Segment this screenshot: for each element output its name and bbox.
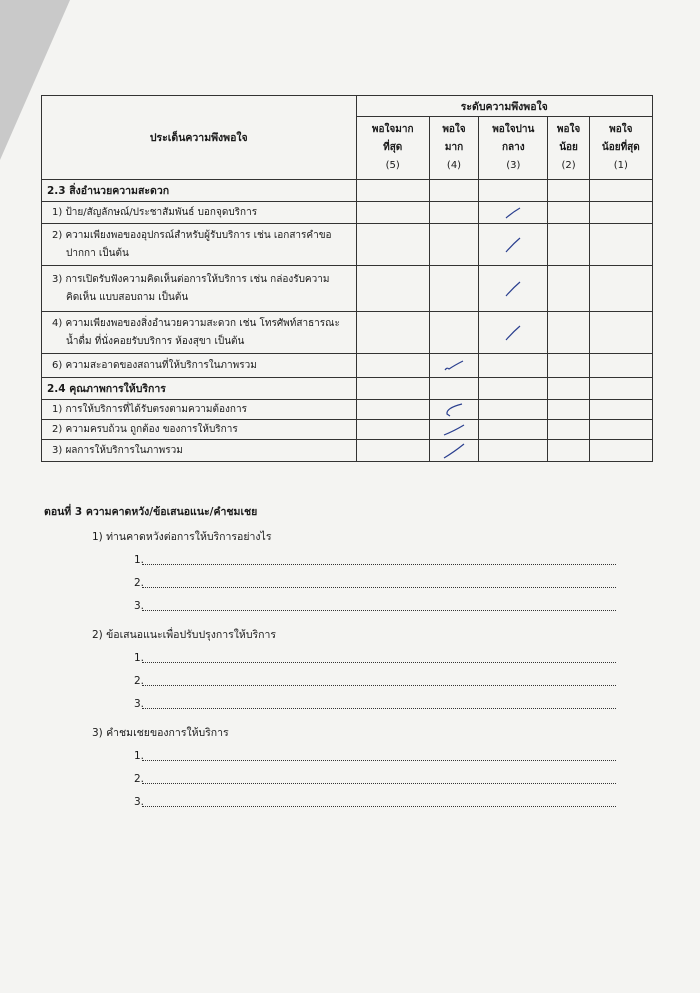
answer-line[interactable] bbox=[134, 600, 644, 614]
answer-line[interactable] bbox=[134, 652, 644, 666]
item-text: 6) ความสะอาดของสถานที่ให้บริการในภาพรวม bbox=[42, 354, 357, 378]
rating-cell-3[interactable] bbox=[479, 420, 548, 440]
item-text: 1) การให้บริการที่ได้รับตรงตามความต้องการ bbox=[42, 400, 357, 420]
level-label: น้อยที่สุด bbox=[601, 142, 640, 153]
level-label: น้อย bbox=[559, 142, 578, 153]
level-2-header bbox=[548, 117, 589, 180]
rating-cell-1[interactable] bbox=[589, 440, 652, 462]
rating-cell-5[interactable] bbox=[356, 420, 429, 440]
answer-line[interactable] bbox=[134, 773, 644, 787]
answer-line[interactable] bbox=[134, 750, 644, 764]
level-label: มาก bbox=[444, 142, 464, 153]
section-row bbox=[42, 180, 653, 202]
item-text-line: 3) การเปิดรับฟังความคิดเห็นต่อการให้บริการ เช่น กล่องรับความ bbox=[52, 273, 330, 285]
rating-cell-3[interactable] bbox=[479, 312, 548, 354]
rating-cell-5[interactable] bbox=[356, 440, 429, 462]
question-label: 1) ท่านคาดหวังต่อการให้บริการอย่างไร bbox=[92, 531, 272, 543]
level-label: ที่สุด bbox=[383, 142, 403, 153]
answer-line[interactable] bbox=[134, 675, 644, 689]
table-row bbox=[42, 266, 653, 312]
dotted-line bbox=[142, 564, 616, 565]
line-number: 2. bbox=[134, 577, 145, 589]
table-row bbox=[42, 312, 653, 354]
item-text-line: คิดเห็น แบบสอบถาม เป็นต้น bbox=[66, 291, 189, 303]
rating-cell-1[interactable] bbox=[589, 202, 652, 224]
question-label: 3) คำชมเชยของการให้บริการ bbox=[92, 727, 229, 739]
item-text: 1) ป้าย/สัญลักษณ์/ประชาสัมพันธ์ บอกจุดบริการ bbox=[42, 202, 357, 224]
level-label: พอใจปาน bbox=[492, 124, 535, 135]
question-label: 2) ข้อเสนอแนะเพื่อปรับปรุงการให้บริการ bbox=[92, 629, 277, 641]
item-text-line: น้ำดื่ม ที่นั่งคอยรับบริการ ห้องสุขา เป็นต้น bbox=[66, 335, 245, 347]
rating-cell-4[interactable] bbox=[429, 420, 478, 440]
check-mark-icon bbox=[443, 359, 465, 373]
table-row bbox=[42, 224, 653, 266]
line-number: 1. bbox=[134, 652, 145, 664]
rating-cell-2[interactable] bbox=[548, 266, 589, 312]
rating-cell-4[interactable] bbox=[429, 266, 478, 312]
rating-cell-4[interactable] bbox=[429, 312, 478, 354]
rating-cell-2[interactable] bbox=[548, 202, 589, 224]
level-number: (4) bbox=[446, 160, 462, 171]
section-title: 2.3 สิ่งอำนวยความสะดวก bbox=[42, 180, 357, 202]
level-label: พอใจ bbox=[442, 124, 466, 135]
level-label: กลาง bbox=[501, 142, 525, 153]
level-label: พอใจมาก bbox=[371, 124, 414, 135]
item-text-line: 2) ความเพียงพอของอุปกรณ์สำหรับผู้รับบริการ เช่น เอกสารคำขอ bbox=[52, 229, 332, 241]
dotted-line bbox=[142, 587, 616, 588]
rating-cell-1[interactable] bbox=[589, 354, 652, 378]
item-text bbox=[42, 266, 357, 312]
rating-cell-1[interactable] bbox=[589, 400, 652, 420]
check-mark-icon bbox=[442, 402, 466, 418]
level-1-header bbox=[589, 117, 652, 180]
rating-cell-3[interactable] bbox=[479, 224, 548, 266]
line-number: 1. bbox=[134, 554, 145, 566]
dotted-line bbox=[142, 806, 616, 807]
line-number: 3. bbox=[134, 600, 145, 612]
rating-cell-3[interactable] bbox=[479, 440, 548, 462]
rating-cell-3[interactable] bbox=[479, 266, 548, 312]
level-number: (5) bbox=[385, 160, 400, 171]
dotted-line bbox=[142, 662, 616, 663]
rating-cell-5[interactable] bbox=[356, 312, 429, 354]
answer-line[interactable] bbox=[134, 698, 644, 712]
rating-cell-5[interactable] bbox=[356, 224, 429, 266]
item-text bbox=[42, 312, 357, 354]
rating-cell-5[interactable] bbox=[356, 400, 429, 420]
table-row bbox=[42, 440, 653, 462]
table-row bbox=[42, 202, 653, 224]
line-number: 2. bbox=[134, 773, 145, 785]
rating-cell-4[interactable] bbox=[429, 202, 478, 224]
rating-cell-1[interactable] bbox=[589, 312, 652, 354]
level-number: (3) bbox=[506, 160, 521, 171]
table-row bbox=[42, 354, 653, 378]
check-mark-icon bbox=[442, 423, 466, 437]
check-mark-icon bbox=[503, 324, 523, 342]
level-number: (2) bbox=[561, 160, 576, 171]
rating-cell-3[interactable] bbox=[479, 354, 548, 378]
section-row bbox=[42, 378, 653, 400]
part3-section bbox=[44, 503, 644, 810]
check-mark-icon bbox=[503, 206, 523, 220]
rating-cell-2[interactable] bbox=[548, 400, 589, 420]
dotted-line bbox=[142, 685, 616, 686]
rating-cell-2[interactable] bbox=[548, 440, 589, 462]
table-row bbox=[42, 420, 653, 440]
rating-cell-2[interactable] bbox=[548, 224, 589, 266]
table-row bbox=[42, 400, 653, 420]
rating-cell-2[interactable] bbox=[548, 354, 589, 378]
section-title: 2.4 คุณภาพการให้บริการ bbox=[42, 378, 357, 400]
dotted-line bbox=[142, 708, 616, 709]
answer-line[interactable] bbox=[134, 577, 644, 591]
issue-header: ประเด็นความพึงพอใจ bbox=[42, 96, 357, 180]
line-number: 3. bbox=[134, 796, 145, 808]
item-text-line: 4) ความเพียงพอของสิ่งอำนวยความสะดวก เช่น โทรศัพท์สาธารณะ bbox=[52, 317, 340, 329]
level-label: พอใจ bbox=[609, 124, 633, 135]
rating-cell-5[interactable] bbox=[356, 354, 429, 378]
rating-cell-2[interactable] bbox=[548, 420, 589, 440]
dotted-line bbox=[142, 783, 616, 784]
answer-line[interactable] bbox=[134, 796, 644, 810]
item-text-line: ปากกา เป็นต้น bbox=[66, 247, 129, 259]
rating-cell-1[interactable] bbox=[589, 420, 652, 440]
rating-cell-3[interactable] bbox=[479, 202, 548, 224]
check-mark-icon bbox=[442, 442, 466, 460]
item-text: 2) ความครบถ้วน ถูกต้อง ของการให้บริการ bbox=[42, 420, 357, 440]
satisfaction-table bbox=[41, 95, 653, 462]
line-number: 1. bbox=[134, 750, 145, 762]
level-4-header bbox=[429, 117, 478, 180]
part3-heading: ตอนที่ 3 ความคาดหวัง/ข้อเสนอแนะ/คำชมเชย bbox=[44, 506, 258, 518]
dotted-line bbox=[142, 760, 616, 761]
rating-cell-5[interactable] bbox=[356, 202, 429, 224]
line-number: 3. bbox=[134, 698, 145, 710]
level-3-header bbox=[479, 117, 548, 180]
rating-cell-4[interactable] bbox=[429, 440, 478, 462]
item-text: 3) ผลการให้บริการในภาพรวม bbox=[42, 440, 357, 462]
rating-cell-4[interactable] bbox=[429, 224, 478, 266]
rating-cell-5[interactable] bbox=[356, 266, 429, 312]
level-5-header bbox=[356, 117, 429, 180]
rating-cell-4[interactable] bbox=[429, 400, 478, 420]
answer-line[interactable] bbox=[134, 554, 644, 568]
level-number: (1) bbox=[613, 160, 628, 171]
check-mark-icon bbox=[503, 280, 523, 298]
level-label: พอใจ bbox=[556, 124, 581, 135]
rating-cell-4[interactable] bbox=[429, 354, 478, 378]
dotted-line bbox=[142, 610, 616, 611]
rating-cell-1[interactable] bbox=[589, 224, 652, 266]
rating-cell-2[interactable] bbox=[548, 312, 589, 354]
rating-cell-1[interactable] bbox=[589, 266, 652, 312]
line-number: 2. bbox=[134, 675, 145, 687]
rating-cell-3[interactable] bbox=[479, 400, 548, 420]
item-text bbox=[42, 224, 357, 266]
level-header: ระดับความพึงพอใจ bbox=[356, 96, 652, 117]
check-mark-icon bbox=[503, 236, 523, 254]
